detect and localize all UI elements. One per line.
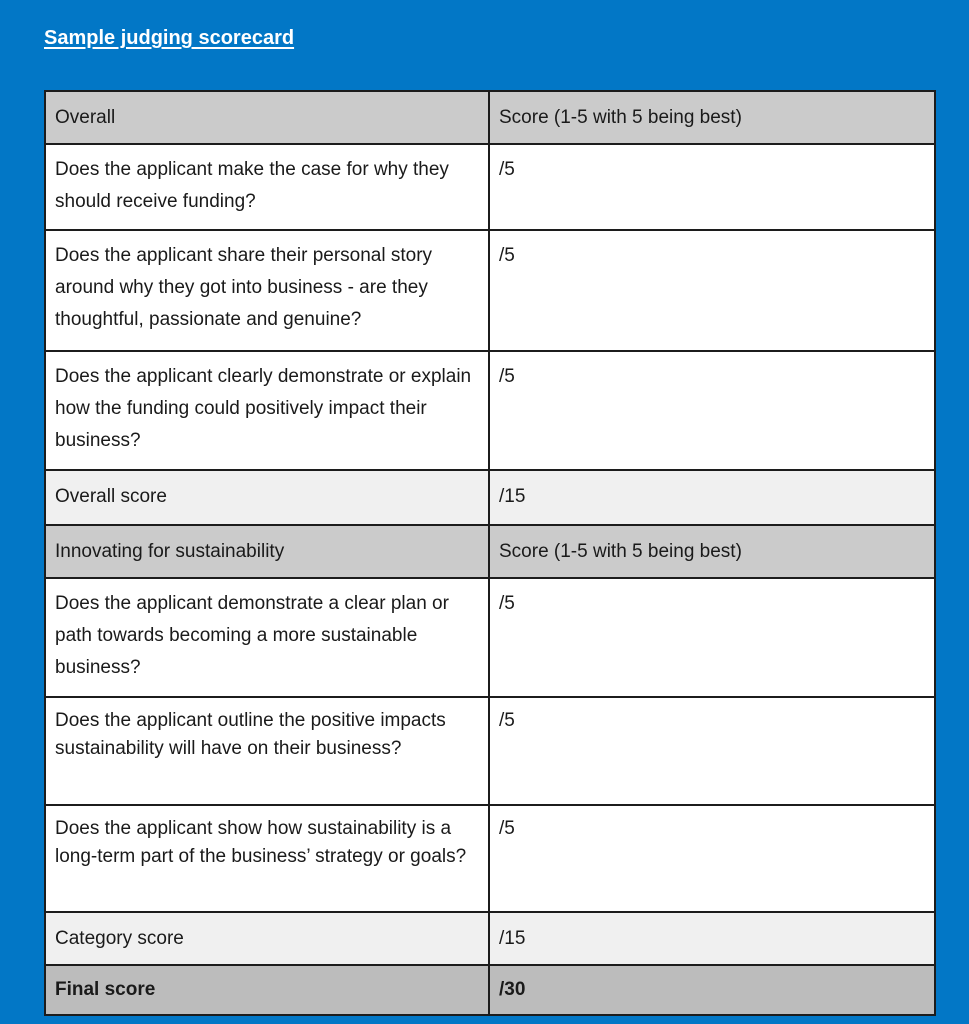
question-row: [45, 697, 935, 805]
question-text: Does the applicant share their personal story around why they got into business - are they thoughtful, passionate and genuine?: [45, 230, 489, 351]
final-score-label: Final score: [45, 965, 489, 1015]
score-column-header: Score (1-5 with 5 being best): [489, 91, 935, 144]
question-text: Does the applicant demonstrate a clear plan or path towards becoming a more sustainable business?: [45, 578, 489, 697]
question-score: /5: [489, 230, 935, 351]
subtotal-score: /15: [489, 912, 935, 965]
question-row: [45, 805, 935, 912]
final-score-row: [45, 965, 935, 1015]
section-header-row: [45, 91, 935, 144]
question-score: /5: [489, 144, 935, 230]
scorecard-table: [44, 90, 936, 1016]
subtotal-label: Overall score: [45, 470, 489, 525]
subtotal-row: [45, 912, 935, 965]
score-column-header: Score (1-5 with 5 being best): [489, 525, 935, 578]
question-score: /5: [489, 697, 935, 805]
question-row: [45, 144, 935, 230]
question-text: Does the applicant clearly demonstrate or explain how the funding could positively impact their business?: [45, 351, 489, 470]
section-header-label: Overall: [45, 91, 489, 144]
question-score: /5: [489, 805, 935, 912]
subtotal-label: Category score: [45, 912, 489, 965]
subtotal-score: /15: [489, 470, 935, 525]
question-score: /5: [489, 351, 935, 470]
question-row: [45, 230, 935, 351]
question-score: /5: [489, 578, 935, 697]
subtotal-row: [45, 470, 935, 525]
question-text: Does the applicant outline the positive impacts sustainability will have on their business?: [45, 697, 489, 805]
final-score-value: /30: [489, 965, 935, 1015]
section-header-label: Innovating for sustainability: [45, 525, 489, 578]
question-row: [45, 578, 935, 697]
question-row: [45, 351, 935, 470]
question-text: Does the applicant make the case for why they should receive funding?: [45, 144, 489, 230]
question-text: Does the applicant show how sustainability is a long-term part of the business’ strategy or goals?: [45, 805, 489, 912]
section-header-row: [45, 525, 935, 578]
page-title-link[interactable]: Sample judging scorecard: [44, 27, 295, 49]
